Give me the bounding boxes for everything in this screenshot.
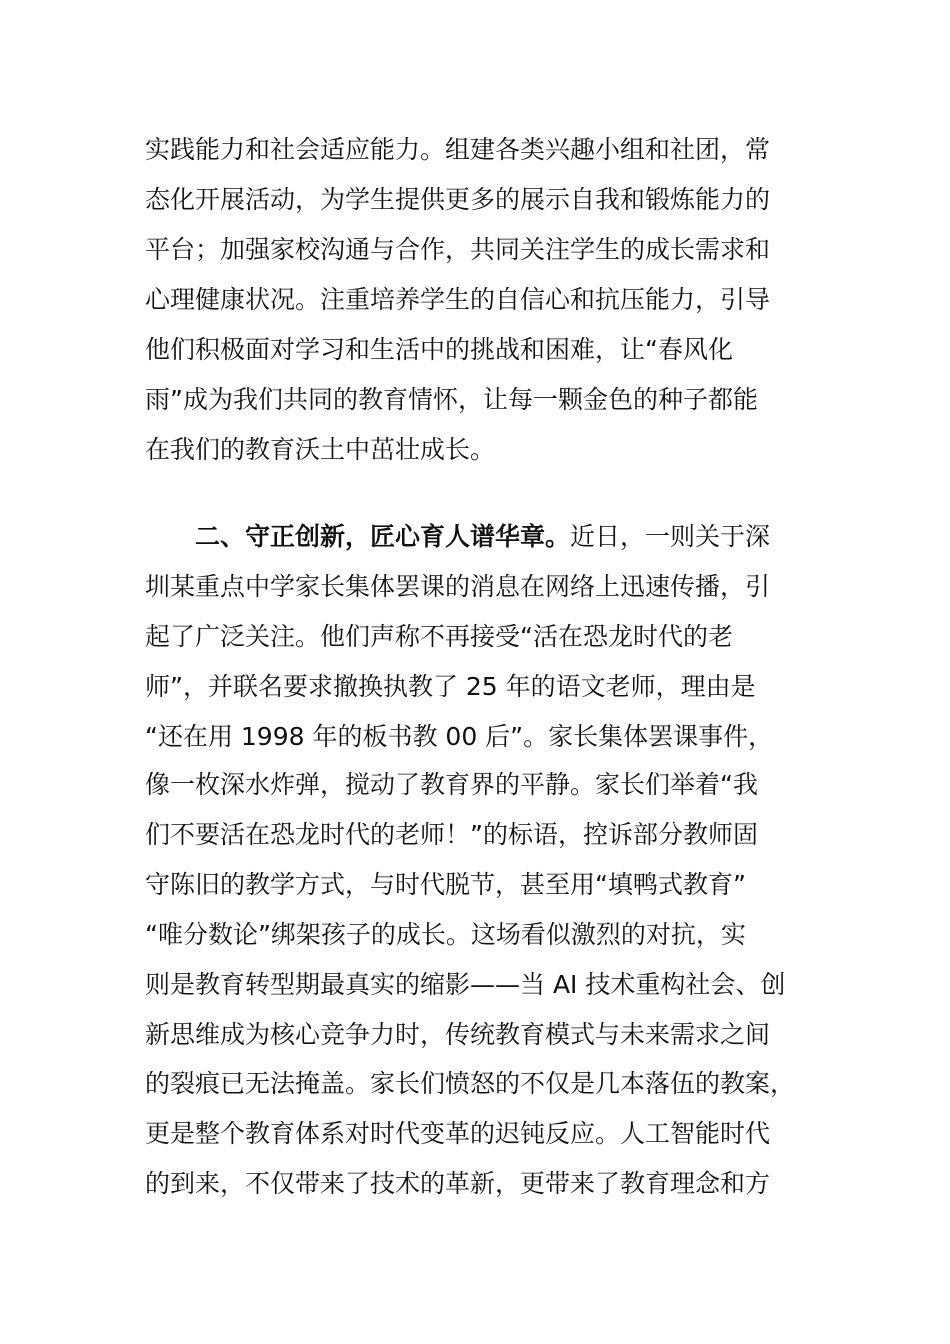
section-heading-rest: 近日，一则关于深 [570,522,771,551]
paragraph-line: 心理健康状况。注重培养学生的自信心和抗压能力，引导 [145,285,771,314]
section-heading: 二、守正创新，匠心育人谱华章。 [195,522,571,551]
paragraph-line: 在我们的教育沃土中茁壮成长。 [145,435,496,464]
paragraph-line: 则是教育转型期最真实的缩影——当 AI 技术重构社会、创 [145,970,786,999]
paragraph-line: 平台；加强家校沟通与合作，共同关注学生的成长需求和 [145,235,771,264]
paragraph-line: 更是整个教育体系对时代变革的迟钝反应。人工智能时代 [145,1119,771,1148]
section-heading-line [195,519,770,555]
paragraph-line: 起了广泛关注。他们声称不再接受“活在恐龙时代的老 [145,622,733,651]
paragraph-line: 的裂痕已无法掩盖。家长们愤怒的不仅是几本落伍的教案， [145,1069,796,1098]
paragraph-line: 态化开展活动，为学生提供更多的展示自我和锻炼能力的 [145,185,771,214]
paragraph-line: 新思维成为核心竞争力时，传统教育模式与未来需求之间 [145,1020,771,1049]
paragraph-line: 像一枚深水炸弹，搅动了教育界的平静。家长们举着“我 [145,770,758,799]
paragraph-line: 的到来，不仅带来了技术的革新，更带来了教育理念和方 [145,1169,771,1198]
paragraph-line: “唯分数论”绑架孩子的成长。这场看似激烈的对抗，实 [145,920,746,949]
paragraph-line: 师”，并联名要求撤换执教了 25 年的语文老师，理由是 [145,672,756,701]
paragraph-line: 他们积极面对学习和生活中的挑战和困难，让“春风化 [145,335,733,364]
paragraph-line: 实践能力和社会适应能力。组建各类兴趣小组和社团，常 [145,135,771,164]
paragraph-line: 们不要活在恐龙时代的老师！”的标语，控诉部分教师固 [145,820,758,849]
paragraph-line: 圳某重点中学家长集体罢课的消息在网络上迅速传播，引 [145,572,771,601]
paragraph-line: “还在用 1998 年的板书教 00 后”。家长集体罢课事件， [145,722,774,751]
paragraph-line: 雨”成为我们共同的教育情怀，让每一颗金色的种子都能 [145,385,758,414]
paragraph-line: 守陈旧的教学方式，与时代脱节，甚至用“填鸭式教育” [145,870,746,899]
